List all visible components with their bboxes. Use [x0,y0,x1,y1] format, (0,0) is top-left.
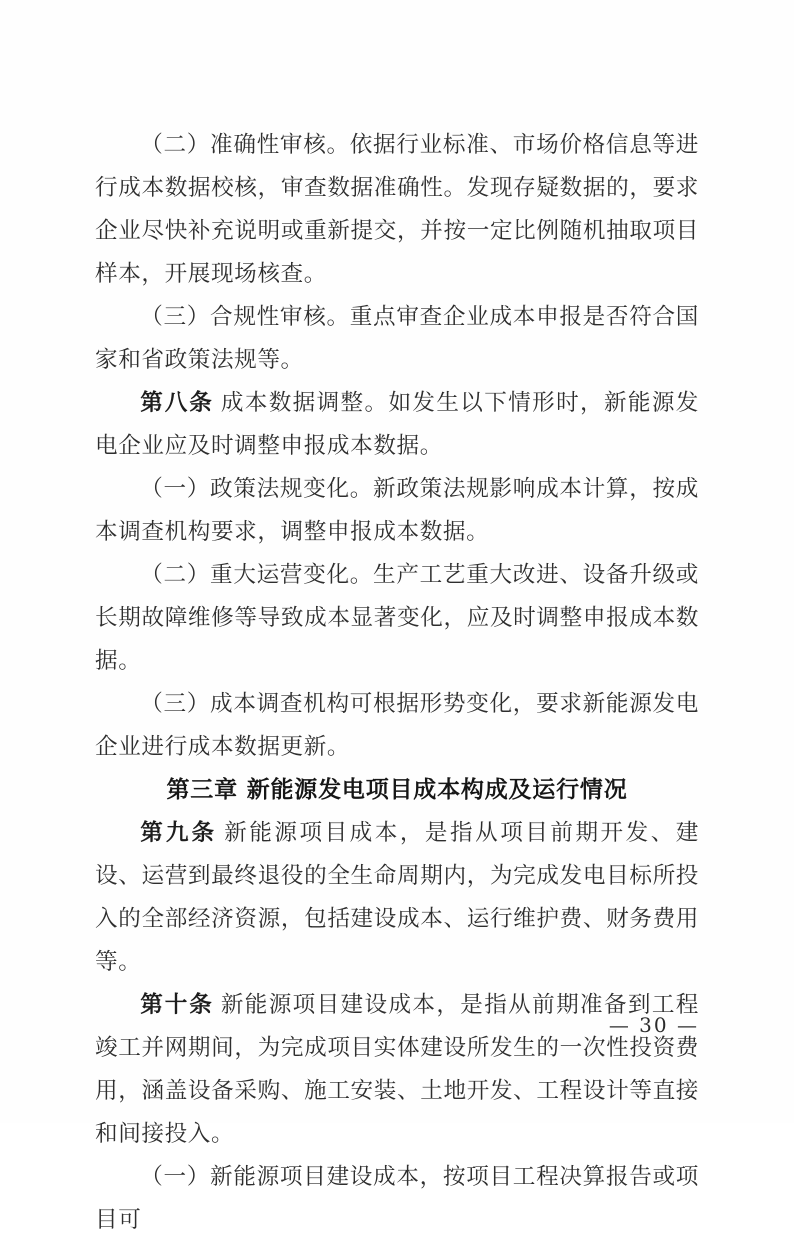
chapter-three-heading: 第三章 新能源发电项目成本构成及运行情况 [166,777,628,803]
article-label: 第十条 [140,992,214,1018]
article-label: 第九条 [140,820,218,846]
paragraph-article-eight [95,382,699,468]
paragraph-text: 新能源项目成本，是指从项目前期开发、建设、运营到最终退役的全生命周期内，为完成发电目标所投入的全部经济资源，包括建设成本、运行维护费、财务费用等。 [95,820,699,975]
page-number-text: — 30 — [608,1013,699,1037]
paragraph-compliance-review: （三）合规性审核。重点审查企业成本申报是否符合国家和省政策法规等。 [95,304,699,373]
paragraph-text: 新能源项目建设成本，是指从前期准备到工程竣工并网期间，为完成项目实体建设所发生的一次性投资费用，涵盖设备采购、施工安装、土地开发、工程设计等直接和间接投入。 [95,992,699,1147]
paragraph-policy-change: （一）政策法规变化。新政策法规影响成本计算，按成本调查机构要求，调整申报成本数据。 [95,476,699,545]
paragraph-text: 成本数据调整。如发生以下情形时，新能源发电企业应及时调整申报成本数据。 [95,390,699,459]
paragraph-accuracy-review: （二）准确性审核。依据行业标准、市场价格信息等进行成本数据校核，审查数据准确性。发现存疑数据的，要求企业尽快补充说明或重新提交，并按一定比例随机抽取项目样本，开展现场核查。 [95,132,699,287]
paragraph-construction-cost-basis: （一）新能源项目建设成本，按项目工程决算报告或项目可 [95,1164,699,1233]
paragraph-article-ten [95,984,699,1156]
paragraph-article-nine [95,812,699,984]
paragraph-major-operation-change: （二）重大运营变化。生产工艺重大改进、设备升级或长期故障维修等导致成本显著变化，应及时调整申报成本数据。 [95,562,699,674]
article-label: 第八条 [140,390,214,416]
document-body [95,124,699,1242]
page-footer-number [95,1013,699,1037]
paragraph-agency-update-request: （三）成本调查机构可根据形势变化，要求新能源发电企业进行成本数据更新。 [95,691,699,760]
